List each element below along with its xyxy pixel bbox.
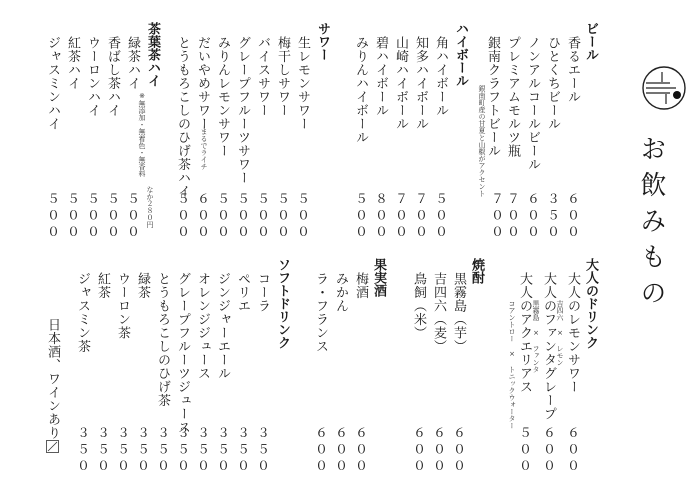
menu-item-price: ５００ — [45, 192, 61, 242]
menu-item-name: グレープフルーツジュース — [175, 272, 190, 434]
menu-item-price: ５００ — [215, 192, 231, 242]
menu-item-price: ６００ — [525, 192, 541, 242]
menu-item-price: ５００ — [433, 192, 449, 242]
menu-item-name: 角ハイボール — [433, 36, 448, 117]
item-note: 銀南町産の甘夏と山椒がアクセント — [478, 85, 486, 197]
arrow-icon — [46, 440, 59, 453]
menu-item-price: ６００ — [431, 426, 447, 476]
menu-item-name: 知多ハイボール — [413, 36, 428, 131]
menu-item-price: ５００ — [125, 192, 141, 242]
menu-item-name: みかん — [333, 272, 348, 313]
menu-item-price: ３５０ — [175, 426, 191, 476]
menu-item-price: ５００ — [275, 192, 291, 242]
menu-item-name: ジャスミンハイ — [45, 36, 60, 131]
menu-item-price: ３５０ — [215, 426, 231, 476]
menu-item-name: 紅茶 — [95, 272, 110, 299]
menu-item-price: ６００ — [565, 192, 581, 242]
sake-wine-note: 日本酒、ワインあり — [45, 318, 60, 440]
menu-item-name: 生レモンサワー — [295, 36, 310, 131]
menu-item-price: ６００ — [353, 426, 369, 476]
menu-item-price: ５００ — [105, 192, 121, 242]
menu-item-name: だいやめサワー — [195, 36, 210, 131]
menu-item-name: ジンジャーエール — [215, 272, 230, 380]
menu-item-price: ７００ — [505, 192, 521, 242]
menu-item-name: 香るエール — [565, 36, 580, 104]
page-title: お飲みもの — [636, 135, 666, 315]
menu-item-name: 大人のファンタグレープ — [541, 272, 556, 421]
menu-item-name: ラ・フランス — [313, 272, 328, 353]
section-heading-highball: ハイボール — [453, 22, 468, 87]
menu-item-name: 梅酒 — [353, 272, 368, 299]
menu-item-price: ３５０ — [95, 426, 111, 476]
menu-item-name: とうもろこしのひげ茶 — [155, 272, 170, 407]
menu-item-name: バイスサワー — [255, 36, 270, 117]
menu-item-price: ６００ — [541, 426, 557, 476]
menu-item-name: とうもろこしのひげ茶ハイ — [175, 36, 190, 198]
menu-item-price: ５００ — [235, 192, 251, 242]
item-note: 吉四六 × レモン — [556, 300, 564, 366]
menu-item-price: ５００ — [85, 192, 101, 242]
menu-item-price: ３５０ — [115, 426, 131, 476]
menu-item-price: ７００ — [393, 192, 409, 242]
menu-item-name: 吉四六（麦） — [431, 272, 446, 353]
menu-item-price: ６００ — [565, 426, 581, 476]
logo-icon — [640, 64, 688, 112]
menu-item-price: ６００ — [313, 426, 329, 476]
menu-item-name: 黒霧島（芋） — [451, 272, 466, 353]
menu-item-name: ウーロンハイ — [85, 36, 100, 117]
menu-item-name: 銀南クラフトビール — [485, 36, 500, 158]
menu-item-name: 紅茶ハイ — [65, 36, 80, 90]
menu-item-price: ５００ — [65, 192, 81, 242]
menu-item-name: 山崎ハイボール — [393, 36, 408, 131]
menu-item-name: みりんハイボール — [353, 36, 368, 144]
section-heading-tea-hi: 茶葉茶ハイ — [145, 22, 160, 87]
menu-item-name: 梅干しサワー — [275, 36, 290, 117]
item-note: まるでライチ — [200, 128, 208, 170]
menu-item-price: ３５０ — [235, 426, 251, 476]
menu-item-price: ６００ — [451, 426, 467, 476]
menu-item-name: グレープフルーツサワー — [235, 36, 250, 185]
menu-item-price: ５００ — [255, 192, 271, 242]
menu-item-name: プレミアムモルツ瓶 — [505, 36, 520, 158]
section-heading-beer: ビール — [583, 22, 598, 61]
menu-item-price: ８００ — [373, 192, 389, 242]
menu-item-price: ６００ — [195, 192, 211, 242]
item-note: コアントロー × トニックウォーター — [508, 300, 516, 429]
menu-item-price: ５００ — [175, 192, 191, 242]
menu-item-price: ３５０ — [75, 426, 91, 476]
menu-item-name: ノンアルコールビール — [525, 36, 540, 171]
menu-item-name: コーラ — [255, 272, 270, 313]
menu-item-name: オレンジジュース — [195, 272, 210, 380]
menu-item-price: ７００ — [413, 192, 429, 242]
menu-item-name: 大人のアクエリアス — [517, 272, 532, 394]
menu-item-price: ５００ — [353, 192, 369, 242]
menu-item-name: 鳥飼（米） — [411, 272, 426, 340]
menu-item-price: ５００ — [295, 192, 311, 242]
menu-item-price: ３５０ — [255, 426, 271, 476]
section-heading-fruit: 果実酒 — [371, 258, 386, 297]
menu-item-name: 緑茶 — [135, 272, 150, 299]
menu-item-price: ７００ — [489, 192, 505, 242]
menu-item-price: ３５０ — [195, 426, 211, 476]
menu-item-price: ６００ — [411, 426, 427, 476]
section-heading-adult: 大人のドリンク — [583, 258, 598, 349]
item-note: ※無添加・無着色・無香料 — [138, 92, 146, 177]
section-heading-sour: サワー — [315, 22, 330, 61]
price-note: なか２８０円 — [146, 186, 154, 228]
menu-item-name: ウーロン茶 — [115, 272, 130, 340]
menu-item-price: ３５０ — [155, 426, 171, 476]
menu-item-name: 香ばし茶ハイ — [105, 36, 120, 117]
menu-item-name: 碧ハイボール — [373, 36, 388, 117]
menu-item-name: ジャスミン茶 — [75, 272, 90, 353]
menu-item-name: 大人のレモンサワー — [565, 272, 580, 394]
menu-item-name: ペリエ — [235, 272, 250, 313]
menu-item-name: みりんレモンサワー — [215, 36, 230, 158]
item-note: 黒霧島 × ファンタ — [532, 300, 540, 373]
menu-item-price: ６００ — [333, 426, 349, 476]
menu-item-price: ３５０ — [135, 426, 151, 476]
menu-item-name: 緑茶ハイ — [125, 36, 140, 90]
section-heading-soft: ソフトドリンク — [275, 258, 290, 349]
menu-item-price: ５００ — [517, 426, 533, 476]
menu-item-name: ひとくちビール — [545, 36, 560, 131]
menu-item-price: ３５０ — [545, 192, 561, 242]
section-heading-shochu: 焼酎 — [469, 258, 484, 284]
